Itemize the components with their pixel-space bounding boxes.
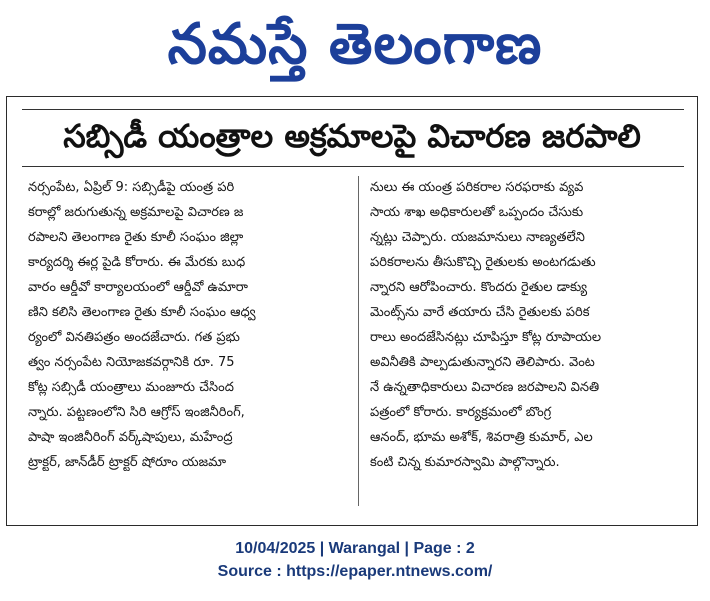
body-line: ర్యంలో వినతిపత్రం అందజేచారు. గత ప్రభు [28,330,240,345]
body-line: నులు ఈ యంత్ర పరికరాల సరఫరాకు వ్యవ [370,180,584,195]
body-line: ట్రాక్టర్, జాన్‌డీర్ ట్రాక్టర్ షోరూం యజమా [28,455,227,470]
newspaper-masthead: నమస్తే తెలంగాణ [167,11,543,77]
body-line: రపాలని తెలంగాణ రైతు కూలీ సంఘం జిల్లా [28,230,244,245]
body-line: పత్రంలో కోరారు. కార్యక్రమంలో బొంగ్ర [370,405,552,420]
body-line: ణిని కలిసి తెలంగాణ రైతు కూలీ సంఘం ఆధ్వ [28,305,256,320]
body-line: పరికరాలను తీసుకొచ్చి రైతులకు అంటగడుతు [370,255,596,270]
body-line: రాలు అందజేసినట్లు చూపిస్తూ కోట్ల రూపాయల [370,330,602,345]
body-line: కరాల్లో జరుగుతున్న అక్రమాలపై విచారణ జ [28,205,244,220]
edition-info: 10/04/2025 | Warangal | Page : 2 [235,540,475,557]
headline-top-rule [22,109,684,110]
body-line: న్నారని ఆరోపించారు. కొందరు రైతుల డాక్యు [370,280,588,295]
body-line: న్నారు. పట్టణంలోని సిరి ఆగ్రోస్ ఇంజినీరింగ్, [28,405,245,420]
headline-bottom-rule [22,166,684,167]
body-line: వారం ఆర్డీవో కార్యాలయంలో ఆర్డీవో ఉమారా [28,280,248,295]
body-line: అవినీతికి పాల్పడుతున్నారని తెలిపారు. వెంట [370,355,595,370]
body-line: న్నట్లు చెప్పారు. యజమానులు నాణ్యతలేని [370,230,585,245]
column-divider [358,176,359,506]
body-line: ఆనంద్, భూమ అశోక్, శివరాత్రి కుమార్, ఎల [370,430,593,445]
body-line: నర్సంపేట, ఏప్రిల్ 9: సబ్సిడీపై యంత్ర పరి [28,180,235,195]
article-left-column [28,175,348,475]
body-line: కార్యదర్శి ఈర్ల పైడి కోరారు. ఈ మేరకు బుధ [28,255,246,270]
body-line: నే ఉన్నతాధికారులు విచారణ జరపాలని వినతి [370,380,600,395]
body-line: సాయ శాఖ అధికారులతో ఒప్పందం చేసుకు [370,205,584,220]
article-right-column [370,175,690,475]
source-link: Source : https://epaper.ntnews.com/ [217,563,493,580]
body-line: పాషా ఇంజినీరింగ్ వర్క్‌షాపులు, మహేంద్ర [28,430,233,445]
body-line: త్వం నర్సంపేట నియోజకవర్గానికి రూ. 75 [28,355,235,370]
body-line: మెంట్స్‌ను వారే తయారు చేసి రైతులకు పరిక [370,305,590,320]
article-headline: సబ్సిడీ యంత్రాల అక్రమాలపై విచారణ జరపాలి [63,117,641,155]
body-line: కోట్ల సబ్సిడీ యంత్రాలు మంజూరు చేసింద [28,380,234,395]
body-line: కంటి చిన్న కుమారస్వామి పాల్గొన్నారు. [370,455,560,470]
